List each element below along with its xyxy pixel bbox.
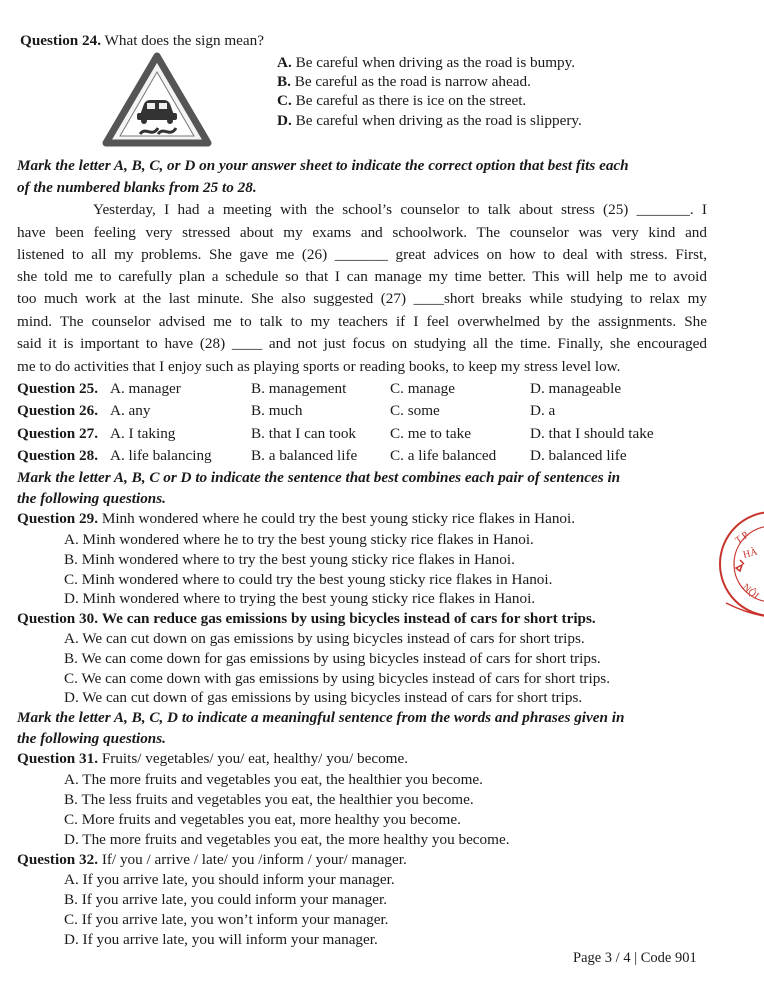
passage-line-2: have been feeling very stressed about my exams and schoolwork. The counselor was very kind and <box>17 224 707 241</box>
passage-line-3: listened to all my problems. She gave me (26) _______ great advices on how to deal with stress. First, <box>17 246 707 263</box>
option-a: A. manager <box>110 380 181 397</box>
question-29-heading <box>17 508 575 529</box>
passage-line-5: too much work at the last minute. She also suggested (27) ____short breaks while studying to relax my <box>17 290 707 307</box>
question-stem: What does the sign mean? <box>104 32 264 49</box>
option-d: D. a <box>530 402 556 419</box>
section1-instruction-line-2: of the numbered blanks from 25 to 28. <box>17 179 257 196</box>
q32-option-b: B. If you arrive late, you could inform your manager. <box>64 891 388 908</box>
question-number: Question 25. <box>17 380 99 397</box>
question-stem: We can reduce gas emissions by using bicycles instead of cars for short trips. <box>101 610 596 627</box>
option-b: B. a balanced life <box>251 447 358 464</box>
q24-option-a <box>277 52 575 73</box>
svg-text:NỘI: NỘI <box>740 581 761 602</box>
option-letter: B. <box>277 73 291 90</box>
q24-option-b <box>277 71 531 92</box>
q31-option-c: C. More fruits and vegetables you eat, more healthy you become. <box>64 811 461 828</box>
q32-option-c: C. If you arrive late, you won’t inform your manager. <box>64 911 389 928</box>
option-text: Be careful when driving as the road is bumpy. <box>295 54 576 71</box>
question-stem: Fruits/ vegetables/ you/ eat, healthy/ you/ become. <box>101 750 409 767</box>
q24-option-c <box>277 90 526 111</box>
passage-line-8: me to do activities that I enjoy such as playing sports or reading books, to keep my stress level low. <box>17 358 621 375</box>
q31-option-d: D. The more fruits and vegetables you eat, the more healthy you become. <box>64 831 510 848</box>
question-number: Question 28. <box>17 447 99 464</box>
option-text: Be careful as there is ice on the street. <box>295 92 527 109</box>
option-letter: C. <box>277 92 292 109</box>
q31-option-b: B. The less fruits and vegetables you eat, the healthier you become. <box>64 791 474 808</box>
option-b: B. much <box>251 402 303 419</box>
option-c: C. manage <box>390 380 455 397</box>
question-stem: If/ you / arrive / late/ you /inform / your/ manager. <box>101 851 407 868</box>
q31-option-a: A. The more fruits and vegetables you eat, the healthier you become. <box>64 771 483 788</box>
q30-option-a: A. We can cut down on gas emissions by using bicycles instead of cars for short trips. <box>64 630 585 647</box>
option-d: D. that I should take <box>530 425 654 442</box>
question-number: Question 27. <box>17 425 99 442</box>
q30-option-c: C. We can come down with gas emissions by using bicycles instead of cars for short trips. <box>64 670 610 687</box>
section3-instruction-line-1: Mark the letter A, B, C, D to indicate a meaningful sentence from the words and phrases given in <box>17 709 625 726</box>
q30-option-b: B. We can come down for gas emissions by using bicycles instead of cars for short trips. <box>64 650 601 667</box>
q30-option-d: D. We can cut down of gas emissions by using bicycles instead of cars for short trips. <box>64 689 583 706</box>
option-a: A. any <box>110 402 151 419</box>
q29-option-b: B. Minh wondered where to try the best young sticky rice flakes in Hanoi. <box>64 551 515 568</box>
section3-instruction-line-2: the following questions. <box>17 730 166 747</box>
question-number: Question 24. <box>20 32 102 49</box>
question-30-heading <box>17 608 596 629</box>
question-number: Question 31. <box>17 750 99 767</box>
option-text: Be careful as the road is narrow ahead. <box>294 73 531 90</box>
q32-option-a: A. If you arrive late, you should inform your manager. <box>64 871 395 888</box>
option-a: A. I taking <box>110 425 176 442</box>
option-d: D. balanced life <box>530 447 627 464</box>
page-footer: Page 3 / 4 | Code 901 <box>573 950 697 966</box>
option-letter: D. <box>277 112 292 129</box>
question-stem: Minh wondered where he could try the best young sticky rice flakes in Hanoi. <box>101 510 576 527</box>
question-number: Question 30. <box>17 610 99 627</box>
section1-instruction-line-1: Mark the letter A, B, C, or D on your answer sheet to indicate the correct option that best fits each <box>17 157 629 174</box>
passage-line-1: Yesterday, I had a meeting with the school’s counselor to talk about stress (25) _______. I <box>93 201 707 218</box>
svg-text:HÀ: HÀ <box>741 546 759 561</box>
passage-line-7: said it is important to have (28) ____ and not just focus on studying all the time. Finally, she encouraged <box>17 335 707 352</box>
question-24-heading <box>20 30 264 51</box>
question-number: Question 26. <box>17 402 99 419</box>
q29-option-a: A. Minh wondered where he to try the best young sticky rice flakes in Hanoi. <box>64 531 534 548</box>
slippery-road-warning-sign-icon <box>102 52 212 148</box>
official-red-seal-stamp-icon <box>716 508 764 620</box>
passage-line-4: she told me to carefully plan a schedule so that I can manage my time better. This will help me to avoid <box>17 268 707 285</box>
svg-text:T.P: T.P <box>733 529 751 547</box>
option-c: C. a life balanced <box>390 447 497 464</box>
q29-option-c: C. Minh wondered where to could try the best young sticky rice flakes in Hanoi. <box>64 571 553 588</box>
q32-option-d: D. If you arrive late, you will inform your manager. <box>64 931 378 948</box>
section2-instruction-line-1: Mark the letter A, B, C or D to indicate the sentence that best combines each pair of sentences in <box>17 469 621 486</box>
option-d: D. manageable <box>530 380 622 397</box>
passage-line-6: mind. The counselor advised me to talk to my teachers if I feel overwhelmed by the assignments. She <box>17 313 707 330</box>
q29-option-d: D. Minh wondered where to trying the best young sticky rice flakes in Hanoi. <box>64 590 536 607</box>
question-number: Question 29. <box>17 510 99 527</box>
option-c: C. some <box>390 402 440 419</box>
option-a: A. life balancing <box>110 447 212 464</box>
question-32-heading <box>17 849 407 870</box>
question-31-heading <box>17 748 408 769</box>
option-c: C. me to take <box>390 425 471 442</box>
option-b: B. that I can took <box>251 425 357 442</box>
option-text: Be careful when driving as the road is slippery. <box>295 112 582 129</box>
q24-option-d <box>277 110 582 131</box>
option-letter: A. <box>277 54 292 71</box>
question-number: Question 32. <box>17 851 99 868</box>
section2-instruction-line-2: the following questions. <box>17 490 166 507</box>
option-b: B. management <box>251 380 347 397</box>
